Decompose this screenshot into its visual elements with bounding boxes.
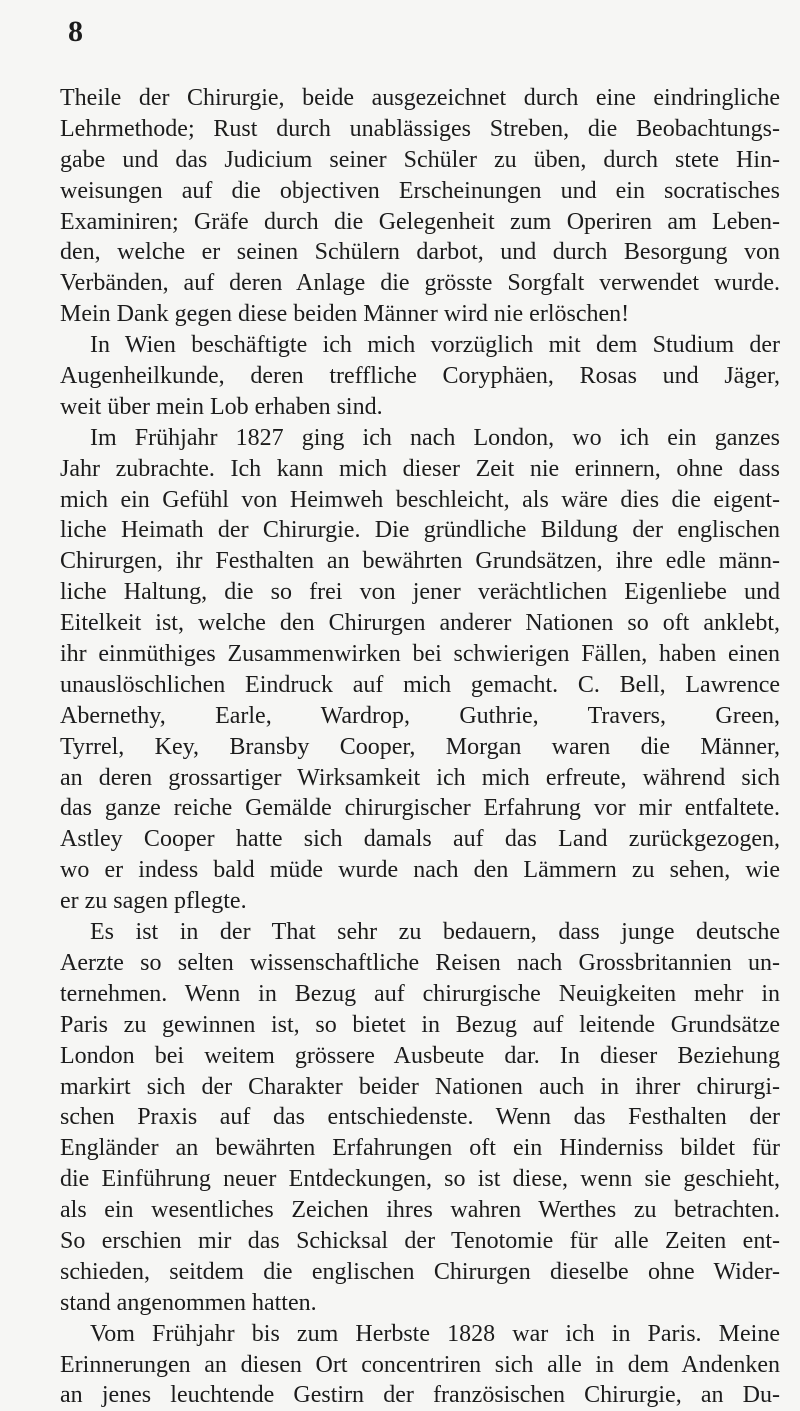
text-line: Eitelkeit ist, welche den Chirurgen anderer Nationen so oft anklebt, (60, 610, 780, 637)
body-text (60, 83, 780, 1411)
page-number: 8 (68, 15, 83, 48)
text-line: stand angenommen hatten. (60, 1289, 317, 1316)
text-line: So erschien mir das Schicksal der Tenotomie für alle Zeiten ent- (60, 1227, 780, 1254)
text-line: er zu sagen pflegte. (60, 888, 247, 915)
text-line: Jahr zubrachte. Ich kann mich dieser Zeit nie erinnern, ohne dass (60, 455, 780, 482)
text-line: liche Heimath der Chirurgie. Die gründliche Bildung der englischen (60, 517, 780, 544)
paragraph-start-line: Vom Frühjahr bis zum Herbste 1828 war ich in Paris. Meine (90, 1320, 780, 1347)
text-line: an deren grossartiger Wirksamkeit ich mich erfreute, während sich (60, 764, 780, 791)
text-line: an jenes leuchtende Gestirn der französischen Chirurgie, an Du- (60, 1382, 780, 1409)
text-line: weit über mein Lob erhaben sind. (60, 393, 383, 420)
text-line: Aerzte so selten wissenschaftliche Reisen nach Grossbritannien un- (60, 949, 780, 976)
text-line: das ganze reiche Gemälde chirurgischer Erfahrung vor mir entfaltete. (60, 795, 780, 822)
text-line: Lehrmethode; Rust durch unablässiges Streben, die Beobachtungs- (60, 115, 780, 142)
paragraph-start-line: In Wien beschäftigte ich mich vorzüglich mit dem Studium der (90, 332, 780, 359)
paragraph-start-line: Es ist in der That sehr zu bedauern, dass junge deutsche (90, 919, 780, 946)
text-line: als ein wesentliches Zeichen ihres wahren Werthes zu betrachten. (60, 1197, 780, 1224)
text-line: Abernethy, Earle, Wardrop, Guthrie, Travers, Green, (60, 702, 780, 729)
text-line: unauslöschlichen Eindruck auf mich gemacht. C. Bell, Lawrence (60, 671, 780, 698)
text-line: wo er indess bald müde wurde nach den Lämmern zu sehen, wie (60, 857, 780, 884)
text-line: London bei weitem grössere Ausbeute dar. In dieser Beziehung (60, 1042, 780, 1069)
text-line: weisungen auf die objectiven Erscheinungen und ein socratisches (60, 177, 780, 204)
text-line: gabe und das Judicium seiner Schüler zu üben, durch stete Hin- (60, 146, 780, 173)
text-line: Chirurgen, ihr Festhalten an bewährten Grundsätzen, ihre edle männ- (60, 548, 780, 575)
text-line: mich ein Gefühl von Heimweh beschleicht, als wäre dies die eigent- (60, 486, 780, 513)
text-line: ternehmen. Wenn in Bezug auf chirurgische Neuigkeiten mehr in (60, 980, 780, 1007)
text-line: Astley Cooper hatte sich damals auf das Land zurückgezogen, (60, 826, 780, 853)
text-line: Theile der Chirurgie, beide ausgezeichnet durch eine eindringliche (60, 85, 780, 111)
text-line: Augenheilkunde, deren treffliche Coryphäen, Rosas und Jäger, (60, 363, 780, 390)
paragraph-start-line: Im Frühjahr 1827 ging ich nach London, wo ich ein ganzes (90, 424, 780, 451)
text-line: Tyrrel, Key, Bransby Cooper, Morgan waren die Männer, (60, 733, 780, 760)
text-line: Verbänden, auf deren Anlage die grösste Sorgfalt verwendet wurde. (60, 270, 780, 297)
text-line: Mein Dank gegen diese beiden Männer wird nie erlöschen! (60, 301, 630, 328)
text-line: die Einführung neuer Entdeckungen, so ist diese, wenn sie geschieht, (60, 1166, 780, 1193)
text-line: markirt sich der Charakter beider Nationen auch in ihrer chirurgi- (60, 1073, 780, 1100)
text-line: liche Haltung, die so frei von jener verächtlichen Eigenliebe und (60, 579, 780, 606)
text-line: Paris zu gewinnen ist, so bietet in Bezug auf leitende Grundsätze (60, 1011, 780, 1038)
text-line: den, welche er seinen Schülern darbot, und durch Besorgung von (60, 239, 780, 266)
text-line: schieden, seitdem die englischen Chirurgen dieselbe ohne Wider- (60, 1258, 780, 1285)
text-line: Engländer an bewährten Erfahrungen oft ein Hinderniss bildet für (60, 1135, 780, 1162)
text-line: Erinnerungen an diesen Ort concentriren sich alle in dem Andenken (60, 1351, 780, 1378)
text-line: schen Praxis auf das entschiedenste. Wenn das Festhalten der (60, 1104, 780, 1131)
text-line: Examiniren; Gräfe durch die Gelegenheit zum Operiren am Leben- (60, 208, 780, 235)
text-line: ihr einmüthiges Zusammenwirken bei schwierigen Fällen, haben einen (60, 641, 780, 668)
